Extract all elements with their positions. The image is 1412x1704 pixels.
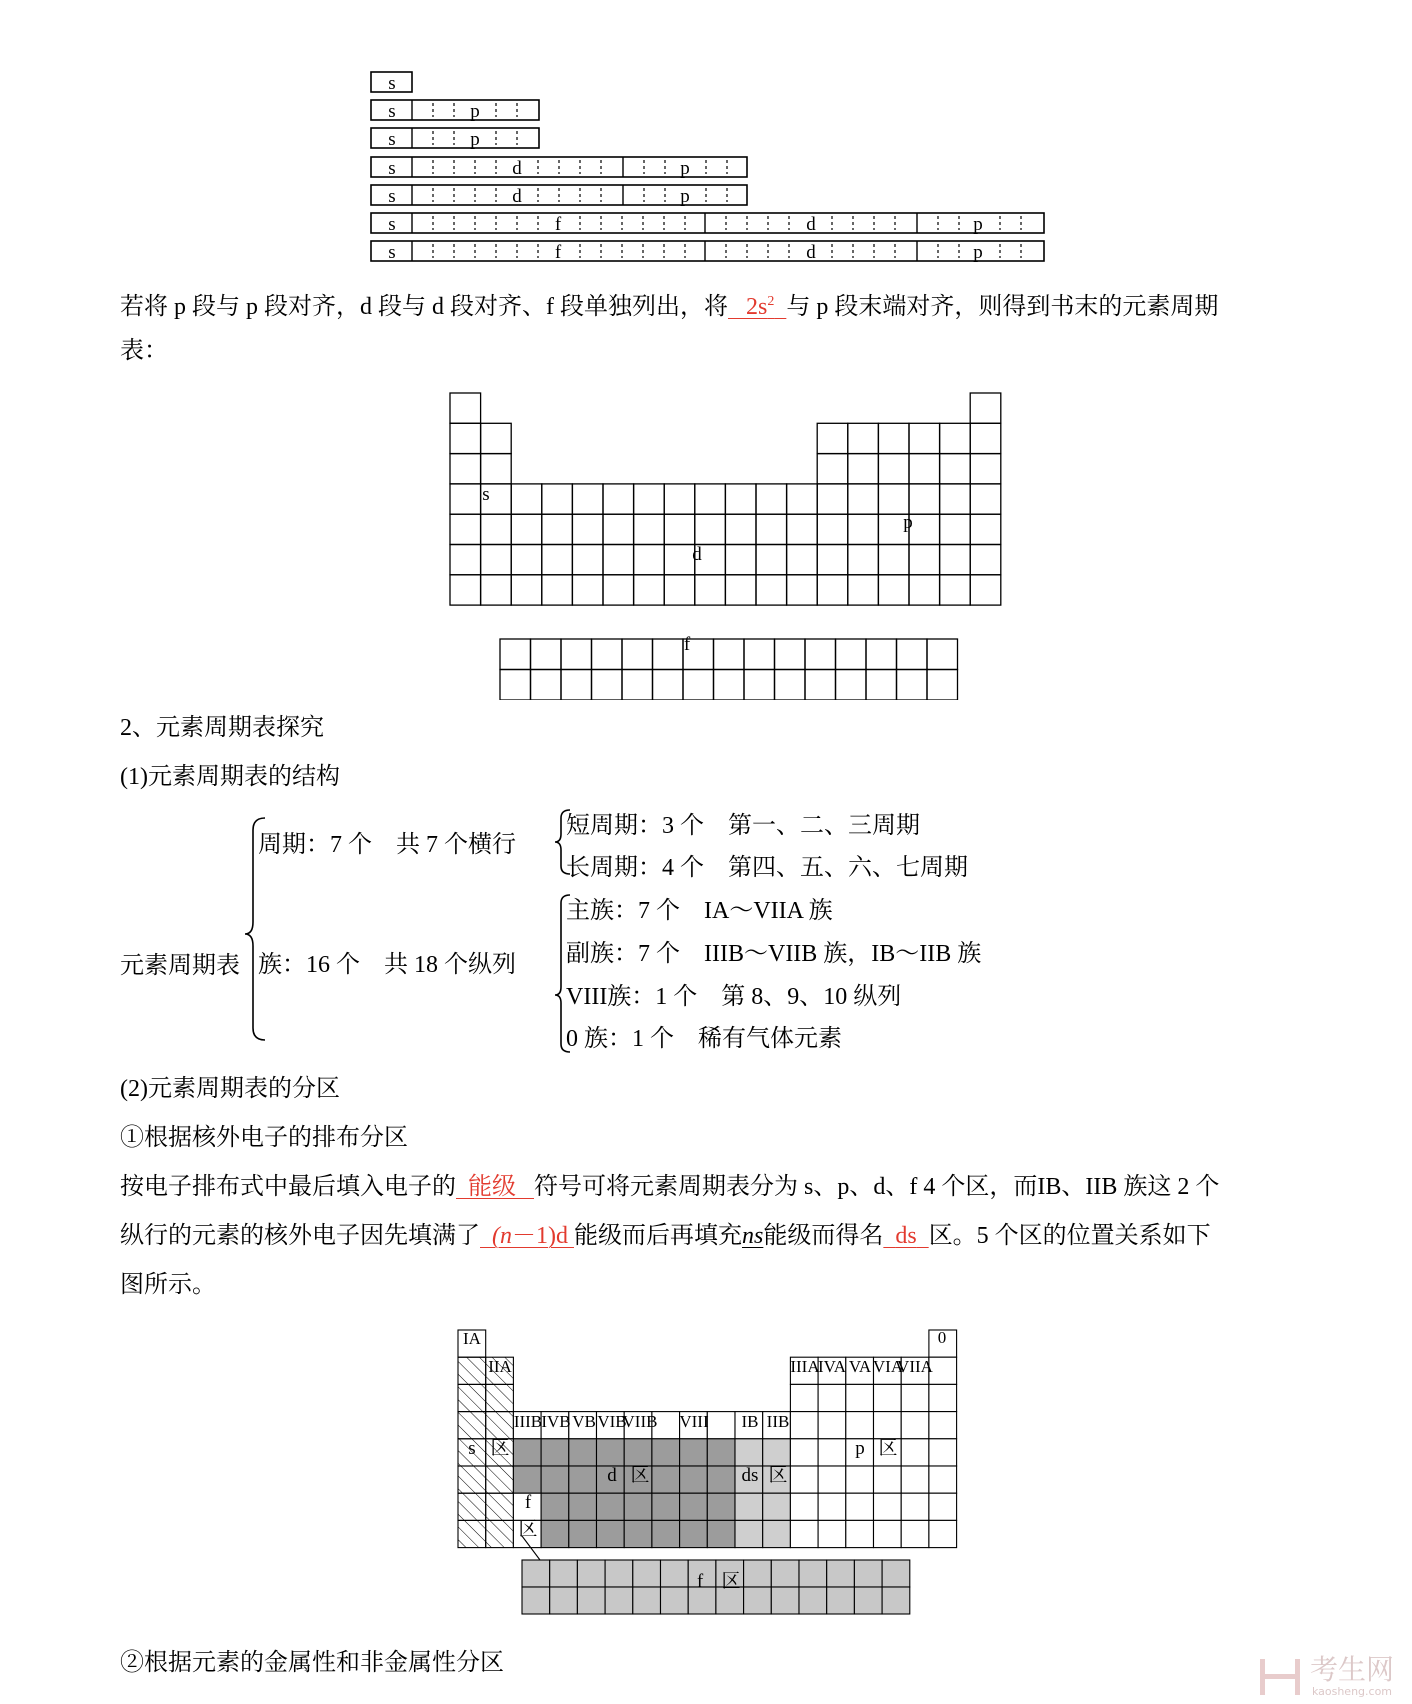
paragraph-align-segments-line2: 表： [120, 338, 168, 364]
group-label: 族：16 个 共 18 个纵列 [258, 952, 516, 978]
svg-text:VB: VB [572, 1412, 596, 1431]
subsection-structure: (1)元素周期表的结构 [120, 764, 340, 790]
paragraph-partition-line3: 图所示。 [120, 1272, 216, 1298]
svg-text:s: s [388, 101, 396, 122]
f-area-label: f [524, 1492, 532, 1513]
IIA-label: IIA [488, 1357, 512, 1376]
svg-text:f: f [554, 242, 562, 263]
svg-text:p: p [973, 242, 983, 263]
svg-text:IVA: IVA [817, 1357, 847, 1376]
answer-blank-n-1-d: (n－1)d [492, 1223, 568, 1249]
svg-text:s: s [388, 186, 396, 207]
row4-d-label: d [512, 158, 522, 179]
svg-text:p: p [680, 158, 690, 179]
zero-group-label: 0 [937, 1328, 947, 1347]
p-area-label: p [855, 1438, 865, 1459]
watermark-logo: 考生网 kaosheng.com [1260, 1655, 1394, 1698]
svg-text:d: d [806, 214, 816, 235]
p-block-label: p [903, 512, 913, 533]
row1-s-label: s [388, 73, 396, 94]
svg-text:p: p [973, 214, 983, 235]
svg-text:区: 区 [768, 1465, 788, 1486]
svg-text:s: s [388, 158, 396, 179]
main-group: 主族：7 个 IA～VIIA 族 [566, 898, 833, 924]
svg-text:VIIA: VIIA [897, 1357, 933, 1376]
svg-text:区: 区 [630, 1465, 650, 1486]
answer-blank-ds: ds [895, 1223, 917, 1249]
svg-text:p: p [470, 129, 480, 150]
IA-label: IA [463, 1329, 481, 1348]
short-period: 短周期：3 个 第一、二、三周期 [566, 813, 920, 839]
section-heading: 2、元素周期表探究 [120, 715, 324, 741]
svg-text:s: s [388, 242, 396, 263]
svg-text:IIB: IIB [766, 1412, 790, 1431]
svg-text:VIIB: VIIB [622, 1412, 658, 1431]
ns-term: ns [742, 1223, 764, 1249]
svg-text:区: 区 [518, 1519, 538, 1540]
svg-text:s: s [388, 214, 396, 235]
svg-text:VIA: VIA [872, 1357, 904, 1376]
row6-f-label: f [554, 214, 562, 235]
svg-text:IB: IB [741, 1412, 759, 1431]
s-block-label: s [482, 484, 490, 505]
structure-root: 元素周期表 [120, 953, 240, 979]
svg-text:VIB: VIB [597, 1412, 627, 1431]
ds-area-label: ds [741, 1465, 759, 1486]
group-viii: VIII族：1 个 第 8、9、10 纵列 [566, 984, 902, 1010]
svg-text:IIIA: IIIA [790, 1357, 820, 1376]
d-area-label: d [607, 1465, 617, 1486]
svg-text:s: s [388, 129, 396, 150]
svg-text:IVB: IVB [541, 1412, 571, 1431]
svg-text:p: p [680, 186, 690, 207]
paragraph-align-segments: 若将 p 段与 p 段对齐，d 段与 d 段对齐、f 段单独列出，将 $2s^2$ 与 p 段末端对齐，则得到书末的元素周期 [120, 294, 1219, 320]
f-block-label: f [683, 634, 691, 655]
svg-text:区: 区 [490, 1438, 510, 1459]
row2-p-label: p [470, 101, 480, 122]
sub-group: 副族：7 个 IIIB～VIIB 族，IB～IIB 族 [566, 941, 982, 967]
answer-blank-energy-level: 能级 [468, 1174, 516, 1200]
period-label: 周期：7 个 共 7 个横行 [258, 832, 516, 858]
svg-text:IIIB: IIIB [513, 1412, 543, 1431]
partition-by-metal: ②根据元素的金属性和非金属性分区 [120, 1650, 504, 1676]
s-area-label: s [468, 1438, 476, 1459]
paragraph-partition-line2: 纵行的元素的核外电子因先填满了 (n－1)d 能级而后再填充ns能级而得名 ds 区。5 个区的位置关系如下 [120, 1223, 1211, 1249]
svg-text:VA: VA [848, 1357, 872, 1376]
svg-text:d: d [806, 242, 816, 263]
watermark-h-icon [1260, 1659, 1300, 1695]
d-block-label: d [692, 544, 702, 565]
svg-text:d: d [512, 186, 522, 207]
svg-text:f: f [696, 1571, 704, 1592]
answer-blank-2s2: $2s^2$ [746, 294, 775, 320]
svg-text:区: 区 [878, 1438, 898, 1459]
paragraph-partition-line1: 按电子排布式中最后填入电子的 能级 符号可将元素周期表分为 s、p、d、f 4 个区，而IB、IIB 族这 2 个 [120, 1174, 1220, 1200]
VIII-label: VIII [679, 1412, 709, 1431]
long-period: 长周期：4 个 第四、五、六、七周期 [566, 855, 968, 881]
group-zero: 0 族：1 个 稀有气体元素 [566, 1026, 842, 1052]
svg-text:区: 区 [721, 1571, 741, 1592]
subsection-partition: (2)元素周期表的分区 [120, 1076, 340, 1102]
partition-by-electron: ①根据核外电子的排布分区 [120, 1125, 408, 1151]
